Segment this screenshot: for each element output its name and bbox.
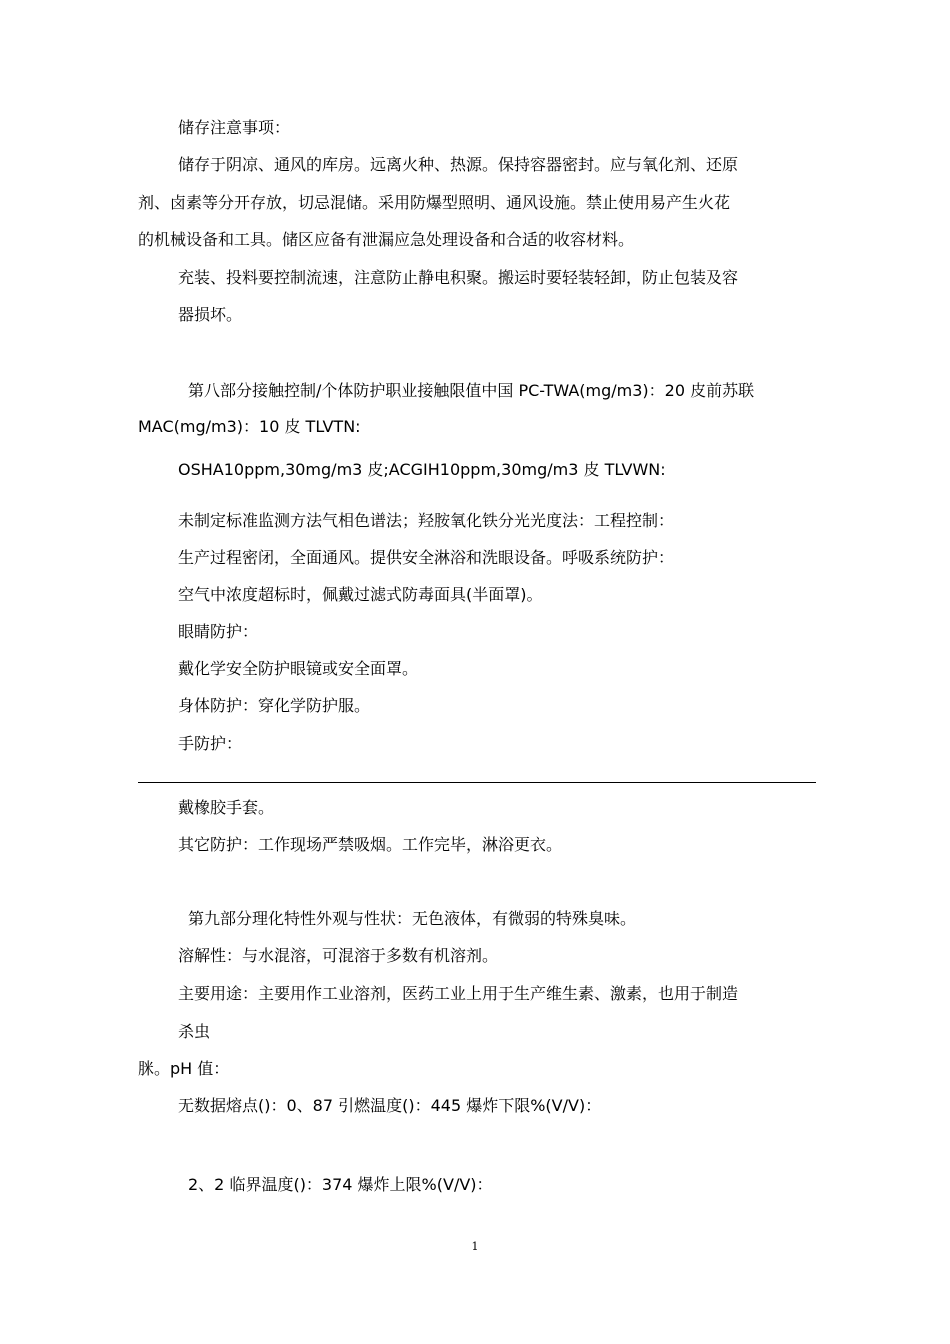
section-8-line-12: 其它防护：工作现场严禁吸烟。工作完毕，淋浴更衣。 <box>178 835 563 854</box>
storage-paragraph-1-line-1: 储存于阴凉、通风的库房。远离火种、热源。保持容器密封。应与氧化剂、还原 <box>178 155 739 174</box>
storage-paragraph-1-line-3: 的机械设备和工具。储区应备有泄漏应急处理设备和合适的收容材料。 <box>138 230 635 249</box>
section-8-line-2: MAC(mg/m3)：10 皮 TLVTN: <box>138 417 361 436</box>
section-8-line-1: 第八部分接触控制/个体防护职业接触限值中国 PC-TWA(mg/m3)：20 皮前苏联 <box>188 381 755 400</box>
storage-paragraph-2-line-1: 充装、投料要控制流速，注意防止静电积聚。搬运时要轻装轻卸，防止包装及容 <box>178 268 739 287</box>
section-9-line-4: 杀虫 <box>178 1022 211 1041</box>
storage-paragraph-2-line-2: 器损坏。 <box>178 305 243 324</box>
section-8-line-3: OSHA10ppm,30mg/m3 皮;ACGIH10ppm,30mg/m3 皮 TLVWN: <box>178 460 666 479</box>
storage-heading: 储存注意事项： <box>178 118 291 137</box>
section-8-line-7: 眼睛防护： <box>178 622 259 641</box>
section-9-line-5: 脒。pH 值： <box>138 1059 230 1078</box>
section-9-line-2: 溶解性：与水混溶，可混溶于多数有机溶剂。 <box>178 946 499 965</box>
section-9-line-7: 2、2 临界温度()：374 爆炸上限%(V/V)： <box>188 1175 493 1194</box>
section-8-line-9: 身体防护：穿化学防护服。 <box>178 696 371 715</box>
page-number: 1 <box>471 1240 479 1253</box>
section-8-line-5: 生产过程密闭，全面通风。提供安全淋浴和洗眼设备。呼吸系统防护： <box>178 548 675 567</box>
section-8-line-10: 手防护： <box>178 734 243 753</box>
section-8-line-11: 戴橡胶手套。 <box>178 798 275 817</box>
storage-paragraph-1-line-2: 剂、卤素等分开存放，切忌混储。采用防爆型照明、通风设施。禁止使用易产生火花 <box>138 193 731 212</box>
horizontal-divider <box>138 782 816 783</box>
section-8-line-6: 空气中浓度超标时，佩戴过滤式防毒面具(半面罩)。 <box>178 585 543 604</box>
section-8-line-4: 未制定标准监测方法气相色谱法；羟胺氧化铁分光光度法：工程控制： <box>178 511 675 530</box>
section-9-line-6: 无数据熔点()：0、87 引燃温度()：445 爆炸下限%(V/V)： <box>178 1096 602 1115</box>
section-9-line-1: 第九部分理化特性外观与性状：无色液体，有微弱的特殊臭味。 <box>188 909 637 928</box>
section-8-line-8: 戴化学安全防护眼镜或安全面罩。 <box>178 659 419 678</box>
section-9-line-3: 主要用途：主要用作工业溶剂，医药工业上用于生产维生素、激素，也用于制造 <box>178 984 739 1003</box>
